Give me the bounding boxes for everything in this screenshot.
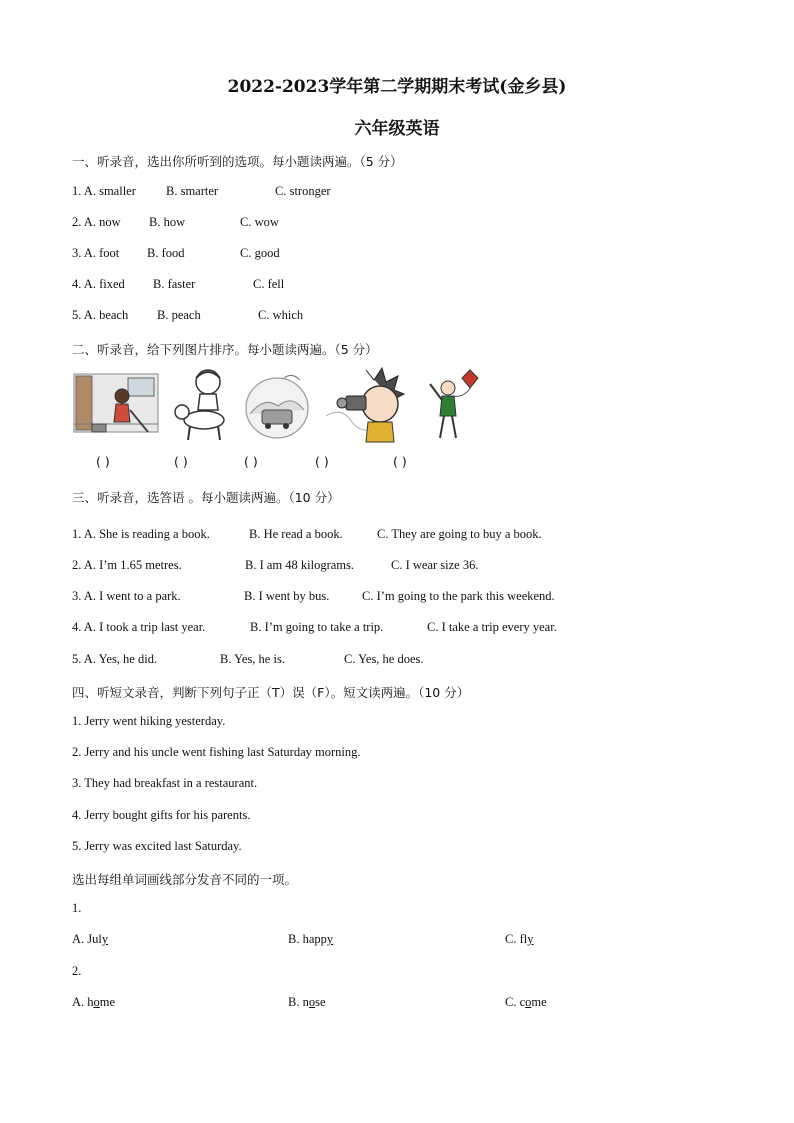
s4-statement-1: 1. Jerry went hiking yesterday. [72,714,226,728]
option-c: C. good [240,246,280,260]
underlined-letter: o [525,995,532,1009]
option-c: C. They are going to buy a book. [377,527,542,541]
s5-question-1-number: 1. [72,901,82,915]
option-b: B. happy [288,932,334,946]
option-b: B. nose [288,995,326,1009]
option-c: C. fly [505,932,534,946]
exam-title: 2022-2023学年第二学期期末考试(金乡县) [227,77,567,97]
option-a: 1. A. smaller [72,184,136,198]
underlined-letter: o [308,995,316,1009]
option-b: B. I went by bus. [244,589,330,603]
option-a: 3. A. foot [72,246,120,260]
option-c: C. I’m going to the park this weekend. [362,589,555,603]
option-c: C. Yes, he does. [344,652,424,666]
answer-blank-5[interactable]: ( ) [393,454,407,469]
picture-snowy-scene [244,366,310,444]
option-a: A. home [72,995,116,1009]
section1-heading: 一、听录音，选出你所听到的选项。每小题读两遍。（5 分） [72,154,403,169]
s4-statement-2: 2. Jerry and his uncle went fishing last Saturday morning. [72,745,361,759]
option-b: B. peach [157,308,201,322]
s4-statement-3: 3. They had breakfast in a restaurant. [72,776,258,790]
answer-blank-3[interactable]: ( ) [244,454,258,469]
option-c: C. I wear size 36. [391,558,479,572]
picture-strip [72,366,492,444]
option-a: 4. A. fixed [72,277,125,291]
underlined-letter: o [93,995,100,1009]
option-a: 5. A. beach [72,308,129,322]
option-a: 1. A. She is reading a book. [72,527,210,541]
option-b: B. how [149,215,186,229]
option-c: C. wow [240,215,279,229]
s4-statement-5: 5. Jerry was excited last Saturday. [72,839,242,853]
picture-girl-toy-horse [172,366,236,444]
underlined-letter: y [101,932,109,946]
picture-boy-photo [322,366,406,444]
option-a: A. July [72,932,109,946]
option-b: B. He read a book. [249,527,343,541]
underlined-letter: y [326,932,334,946]
option-c: C. fell [253,277,285,291]
option-c: C. I take a trip every year. [427,620,557,634]
option-a: 5. A. Yes, he did. [72,652,158,666]
section2-heading: 二、听录音，给下列图片排序。每小题读两遍。（5 分） [72,342,378,357]
picture-girl-cleaning [72,366,160,444]
picture-boy-kite [424,366,480,444]
exam-subtitle: 六年级英语 [354,119,440,139]
s5-question-2-number: 2. [72,964,82,978]
option-c: C. which [258,308,304,322]
option-a: 2. A. now [72,215,121,229]
option-c: C. stronger [275,184,331,198]
answer-blank-4[interactable]: ( ) [315,454,329,469]
s4-statement-4: 4. Jerry bought gifts for his parents. [72,808,251,822]
option-b: B. Yes, he is. [220,652,285,666]
option-a: 4. A. I took a trip last year. [72,620,206,634]
option-b: B. smarter [166,184,219,198]
underlined-letter: y [527,932,534,946]
option-b: B. faster [153,277,196,291]
answer-blank-1[interactable]: ( ) [96,454,110,469]
option-a: 3. A. I went to a park. [72,589,181,603]
option-b: B. I’m going to take a trip. [250,620,384,634]
section4-heading: 四、听短文录音，判断下列句子正（T）误（F）。短文读两遍。（10 分） [72,685,470,700]
option-b: B. food [147,246,185,260]
section5-heading: 选出每组单词画线部分发音不同的一项。 [72,872,298,887]
section3-heading: 三、听录音，选答语 。每小题读两遍。（10 分） [72,490,340,505]
option-c: C. come [505,995,547,1009]
option-a: 2. A. I’m 1.65 metres. [72,558,182,572]
option-b: B. I am 48 kilograms. [245,558,355,572]
answer-blank-2[interactable]: ( ) [174,454,188,469]
